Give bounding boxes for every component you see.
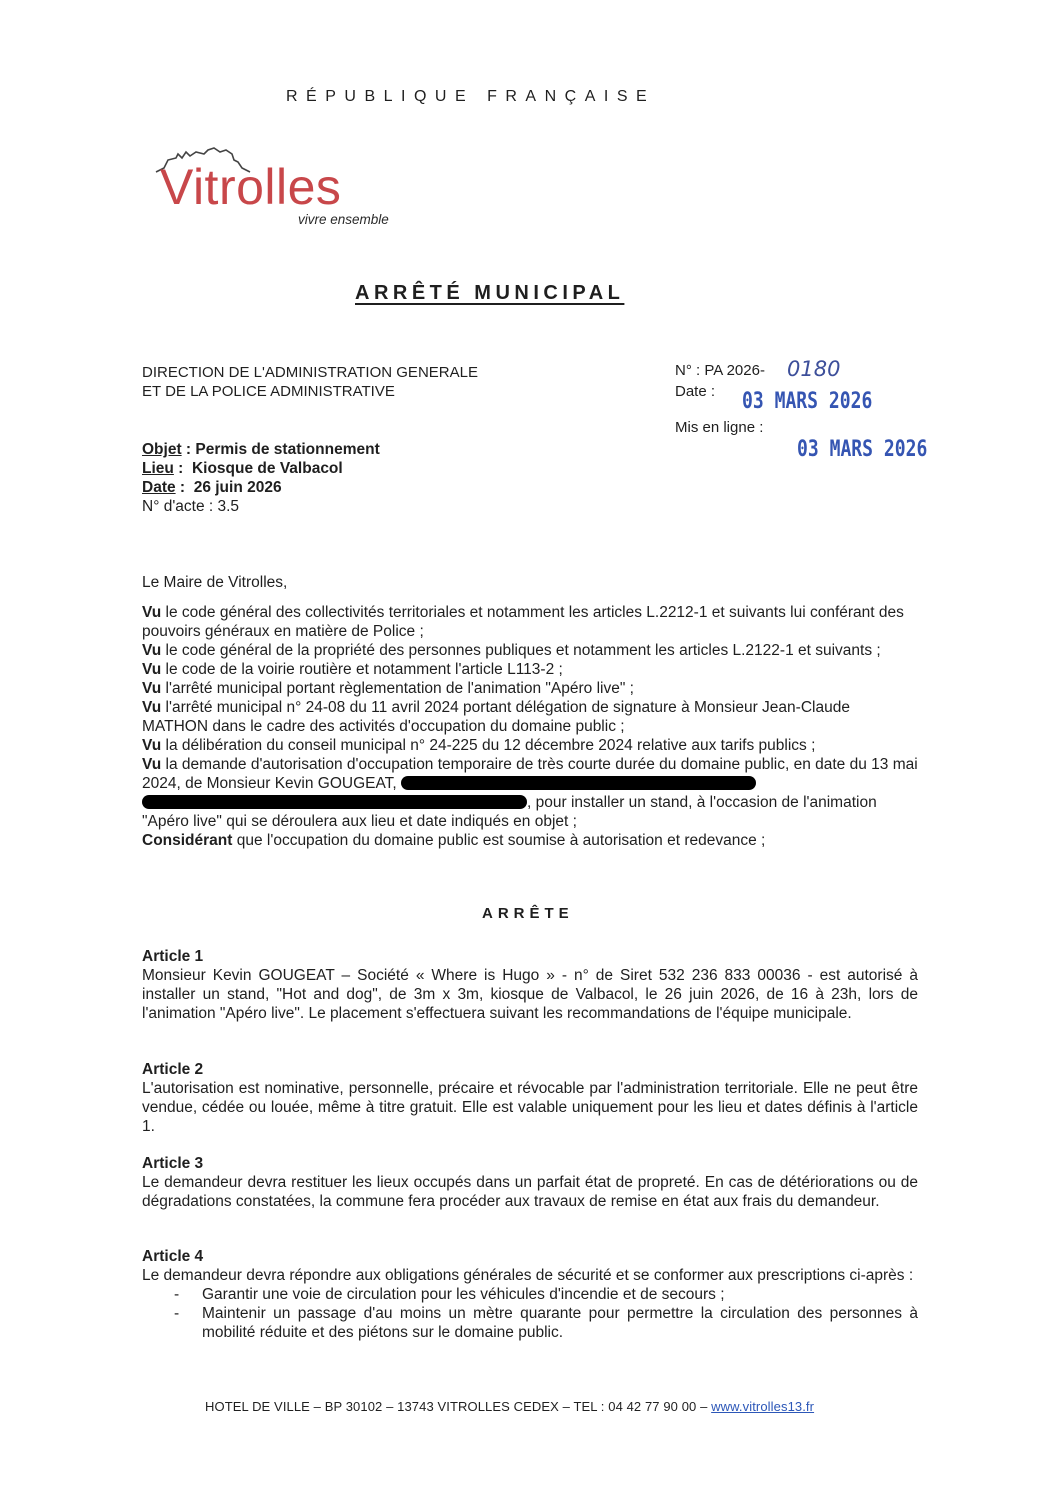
greeting: Le Maire de Vitrolles, (142, 574, 288, 591)
reference-number (675, 357, 841, 381)
vu-item (142, 698, 918, 736)
vu-keyword: Vu (142, 756, 162, 773)
direction-line-1: DIRECTION DE L'ADMINISTRATION GENERALE (142, 364, 478, 381)
article-text: Le demandeur devra restituer les lieux occupés dans un parfait état de propreté. En cas de détériorations ou de dégradations constatées, la commune fera procéder aux travaux de remise en état aux frais du demandeur. (142, 1174, 918, 1210)
vu-text: le code général de la propriété des personnes publiques et notamment les articles L.2122-1 et suivants ; (165, 642, 881, 659)
lieu-label: Lieu (142, 460, 174, 477)
online-date-label: Mis en ligne : (675, 419, 764, 436)
article-4 (142, 1247, 918, 1342)
arrete-heading: ARRÊTE (482, 905, 574, 922)
article-2 (142, 1060, 918, 1136)
objet-value: Permis de stationnement (195, 441, 380, 458)
article-1 (142, 947, 918, 1023)
article-text: Le demandeur devra répondre aux obligations générales de sécurité et se conformer aux prescriptions ci-après : (142, 1267, 914, 1284)
vu-item (142, 736, 918, 755)
considerant-keyword: Considérant (142, 832, 233, 849)
vu-demande (142, 755, 918, 831)
redaction-bar (142, 795, 527, 809)
article-title: Article 4 (142, 1248, 204, 1265)
reference-date-label: Date : (675, 383, 716, 400)
article-text: L'autorisation est nominative, personnelle, précaire et révocable par l'administration territoriale. Elle ne peut être vendue, cédée ou louée, même à titre gratuit. Elle est valable uniquement pour les lieu et dates définis à l'article 1. (142, 1080, 918, 1135)
reference-number-handwritten: 0180 (787, 357, 841, 381)
vu-keyword: Vu (142, 737, 162, 754)
footer-address: HOTEL DE VILLE – BP 30102 – 13743 VITROLLES CEDEX – TEL : 04 42 77 90 00 – (205, 1399, 712, 1414)
vu-keyword: Vu (142, 661, 162, 678)
article-title: Article 1 (142, 948, 204, 965)
lieu-value: Kiosque de Valbacol (191, 460, 343, 477)
objet-line: Objet : Permis de stationnement (142, 441, 380, 458)
list-item: - Maintenir un passage d'au moins un mètre quarante pour permettre la circulation des personnes à mobilité réduite et des piétons sur le domaine public. (142, 1304, 918, 1342)
vu-keyword: Vu (142, 604, 162, 621)
lieu-line: Lieu : Kiosque de Valbacol (142, 460, 343, 477)
vu-text: la délibération du conseil municipal n° 24-225 du 12 décembre 2024 relative aux tarifs publics ; (165, 737, 816, 754)
logo-tagline: vivre ensemble (298, 212, 389, 227)
online-date-stamp: 03 MARS 2026 (797, 437, 928, 462)
republique-heading: RÉPUBLIQUE FRANÇAISE (286, 88, 656, 105)
considerant (142, 831, 918, 850)
objet-label: Objet (142, 441, 182, 458)
vu-demande-part2: , pour installer un stand, à l'occasion de l'animation "Apéro live" qui se déroulera aux lieu et date indiqués en objet ; (142, 794, 877, 830)
vu-keyword: Vu (142, 699, 162, 716)
direction-line-2: ET DE LA POLICE ADMINISTRATIVE (142, 383, 395, 400)
list-item: - Garantir une voie de circulation pour les véhicules d'incendie et de secours ; (142, 1285, 918, 1304)
vu-item (142, 641, 918, 660)
date-stamp: 03 MARS 2026 (742, 389, 873, 414)
direction-block (142, 363, 478, 401)
acte-number: N° d'acte : 3.5 (142, 498, 240, 515)
article-text: Monsieur Kevin GOUGEAT – Société « Where is Hugo » - n° de Siret 532 236 833 00036 - est autorisé à installer un stand, "Hot and dog", de 3m x 3m, kiosque de Valbacol, le 26 juin 2026, de 16 à 23h, lors de l'animation "Apéro live". Le placement s'effectuera suivant les recommandations de l'équipe municipale. (142, 967, 918, 1022)
logo-name: Vitrolles (160, 159, 342, 215)
objet-block (142, 440, 380, 516)
article-title: Article 2 (142, 1061, 204, 1078)
article-3 (142, 1154, 918, 1211)
reference-number-label: N° : PA 2026- (675, 362, 765, 379)
vu-text: l'arrêté municipal portant règlementation de l'animation "Apéro live" ; (165, 680, 634, 697)
considerant-text: que l'occupation du domaine public est soumise à autorisation et redevance ; (236, 832, 766, 849)
vu-item (142, 679, 918, 698)
date-label: Date (142, 479, 176, 496)
vitrolles-logo (152, 146, 402, 236)
date-value: 26 juin 2026 (193, 479, 282, 496)
website-link[interactable]: www.vitrolles13.fr (711, 1399, 815, 1414)
vu-demande-part1: la demande d'autorisation d'occupation temporaire de très courte durée du domaine public, en date du 13 mai 2024, de Monsieur Kevin GOUGEAT, (142, 756, 918, 792)
vu-list (142, 603, 918, 850)
page-title: ARRÊTÉ MUNICIPAL (355, 282, 625, 304)
footer (205, 1399, 814, 1414)
vu-text: le code général des collectivités territoriales et notamment les articles L.2212-1 et suivants lui conférant des pouvoirs généraux en matière de Police ; (142, 604, 904, 640)
redaction-bar (401, 776, 756, 790)
date-line: Date : 26 juin 2026 (142, 479, 282, 496)
prescriptions-list (142, 1285, 918, 1342)
article-title: Article 3 (142, 1155, 204, 1172)
vu-item (142, 603, 918, 641)
vu-text: l'arrêté municipal n° 24-08 du 11 avril 2024 portant délégation de signature à Monsieur Jean-Claude MATHON dans le cadre des activités d'occupation du domaine public ; (142, 699, 850, 735)
vu-item (142, 660, 918, 679)
vu-keyword: Vu (142, 642, 162, 659)
vu-text: le code de la voirie routière et notamment l'article L113-2 ; (165, 661, 563, 678)
vu-keyword: Vu (142, 680, 162, 697)
